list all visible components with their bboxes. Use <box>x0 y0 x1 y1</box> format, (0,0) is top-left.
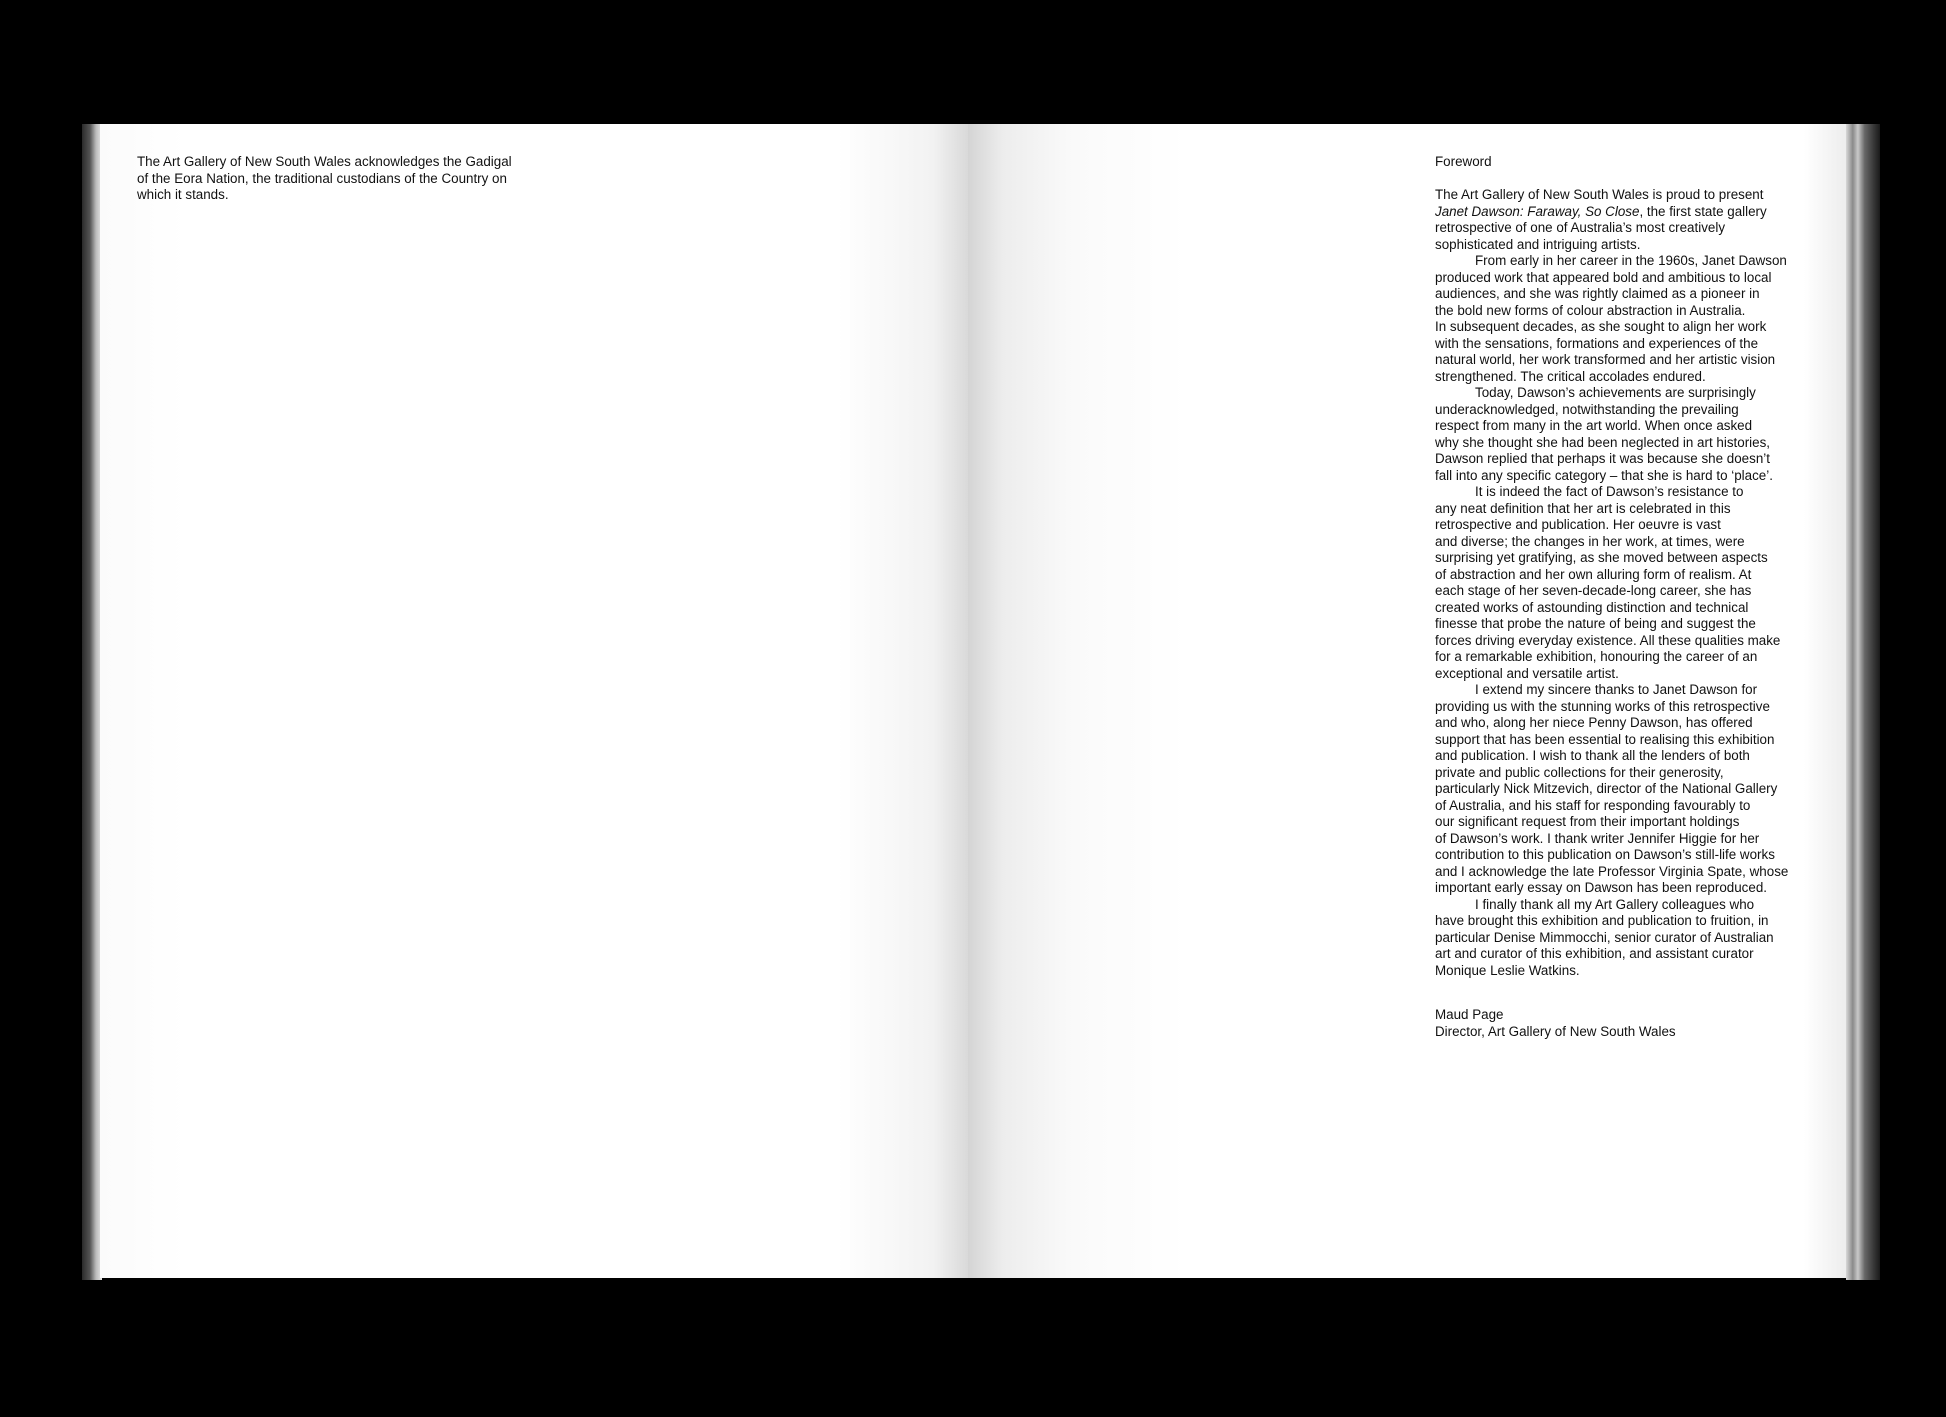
text-line: why she thought she had been neglected in art histories, <box>1435 434 1770 450</box>
right-page-edge <box>1846 124 1880 1280</box>
left-page-edge <box>82 124 102 1280</box>
text-line: strengthened. The critical accolades endured. <box>1435 368 1706 384</box>
signature-block <box>1435 1007 1815 1040</box>
book-title: Janet Dawson: Faraway, So Close <box>1435 203 1640 219</box>
text-line: I finally thank all my Art Gallery colleagues who <box>1475 896 1755 912</box>
text-line: The Art Gallery of New South Wales acknowledges the Gadigal <box>137 154 512 169</box>
foreword-paragraph <box>1435 484 1815 682</box>
left-page <box>100 124 968 1278</box>
text-line: providing us with the stunning works of this retrospective <box>1435 698 1770 714</box>
text-line: natural world, her work transformed and her artistic vision <box>1435 352 1776 367</box>
text-line: underacknowledged, notwithstanding the prevailing <box>1435 401 1739 417</box>
text-line: important early essay on Dawson has been reproduced. <box>1435 880 1767 895</box>
text-line: sophisticated and intriguing artists. <box>1435 236 1641 252</box>
text-line: respect from many in the art world. When once asked <box>1435 418 1753 433</box>
text-line: of Australia, and his staff for responding favourably to <box>1435 797 1751 813</box>
text-line: of the Eora Nation, the traditional custodians of the Country on <box>137 170 507 186</box>
text-line <box>1435 204 1815 221</box>
foreword-body <box>1435 187 1815 979</box>
text-line: the bold new forms of colour abstraction in Australia. <box>1435 302 1746 318</box>
text-line: forces driving everyday existence. All these qualities make <box>1435 632 1781 648</box>
text-line: finesse that probe the nature of being and suggest the <box>1435 616 1756 631</box>
acknowledgement-of-country <box>137 154 557 204</box>
text-line: of Dawson’s work. I thank writer Jennifer Higgie for her <box>1435 830 1760 846</box>
signature-name: Maud Page <box>1435 1007 1504 1022</box>
text-line: From early in her career in the 1960s, Janet Dawson <box>1475 253 1787 268</box>
text-line: have brought this exhibition and publication to fruition, in <box>1435 913 1769 928</box>
text-line: art and curator of this exhibition, and assistant curator <box>1435 946 1754 961</box>
foreword-paragraph <box>1435 385 1815 484</box>
foreword-paragraph <box>1435 897 1815 980</box>
text-line: audiences, and she was rightly claimed as a pioneer in <box>1435 286 1760 301</box>
text-line: and diverse; the changes in her work, at times, were <box>1435 533 1745 549</box>
text-line: particular Denise Mimmocchi, senior curator of Australian <box>1435 929 1774 945</box>
foreword-paragraph <box>1435 187 1815 253</box>
text-line: each stage of her seven-decade-long career, she has <box>1435 583 1752 598</box>
text-line: Dawson replied that perhaps it was because she doesn’t <box>1435 451 1770 466</box>
text-line: with the sensations, formations and experiences of the <box>1435 335 1759 351</box>
text-line: particularly Nick Mitzevich, director of the National Gallery <box>1435 781 1778 796</box>
text-line: produced work that appeared bold and ambitious to local <box>1435 269 1772 285</box>
text-line: retrospective and publication. Her oeuvre is vast <box>1435 517 1721 532</box>
text-line: of abstraction and her own alluring form of realism. At <box>1435 566 1752 582</box>
text-line: In subsequent decades, as she sought to align her work <box>1435 319 1767 334</box>
text-line: any neat definition that her art is celebrated in this <box>1435 500 1731 516</box>
text-line: The Art Gallery of New South Wales is proud to present <box>1435 187 1764 202</box>
text-line: exceptional and versatile artist. <box>1435 665 1619 681</box>
text-line: and who, along her niece Penny Dawson, has offered <box>1435 715 1753 730</box>
text-line: I extend my sincere thanks to Janet Dawson for <box>1475 682 1758 697</box>
text-line: It is indeed the fact of Dawson’s resistance to <box>1475 484 1744 499</box>
text-line: private and public collections for their generosity, <box>1435 764 1724 780</box>
text-fragment: , the first state gallery <box>1639 203 1767 219</box>
text-line: for a remarkable exhibition, honouring the career of an <box>1435 649 1758 664</box>
foreword-paragraph <box>1435 253 1815 385</box>
text-line: retrospective of one of Australia’s most creatively <box>1435 220 1726 235</box>
text-line: our significant request from their important holdings <box>1435 814 1740 829</box>
foreword-heading: Foreword <box>1435 154 1492 169</box>
text-line: fall into any specific category – that she is hard to ‘place’. <box>1435 467 1773 483</box>
text-line: support that has been essential to realising this exhibition <box>1435 731 1775 747</box>
text-line: and I acknowledge the late Professor Virginia Spate, whose <box>1435 863 1789 879</box>
text-line: which it stands. <box>137 187 229 202</box>
text-line: Monique Leslie Watkins. <box>1435 962 1580 978</box>
text-line: and publication. I wish to thank all the lenders of both <box>1435 748 1750 763</box>
text-line: surprising yet gratifying, as she moved between aspects <box>1435 550 1768 565</box>
text-line: created works of astounding distinction and technical <box>1435 599 1749 615</box>
signature-role: Director, Art Gallery of New South Wales <box>1435 1023 1676 1039</box>
foreword-paragraph <box>1435 682 1815 897</box>
text-line: contribution to this publication on Dawson’s still-life works <box>1435 847 1775 862</box>
text-line: Today, Dawson’s achievements are surprisingly <box>1475 385 1756 400</box>
